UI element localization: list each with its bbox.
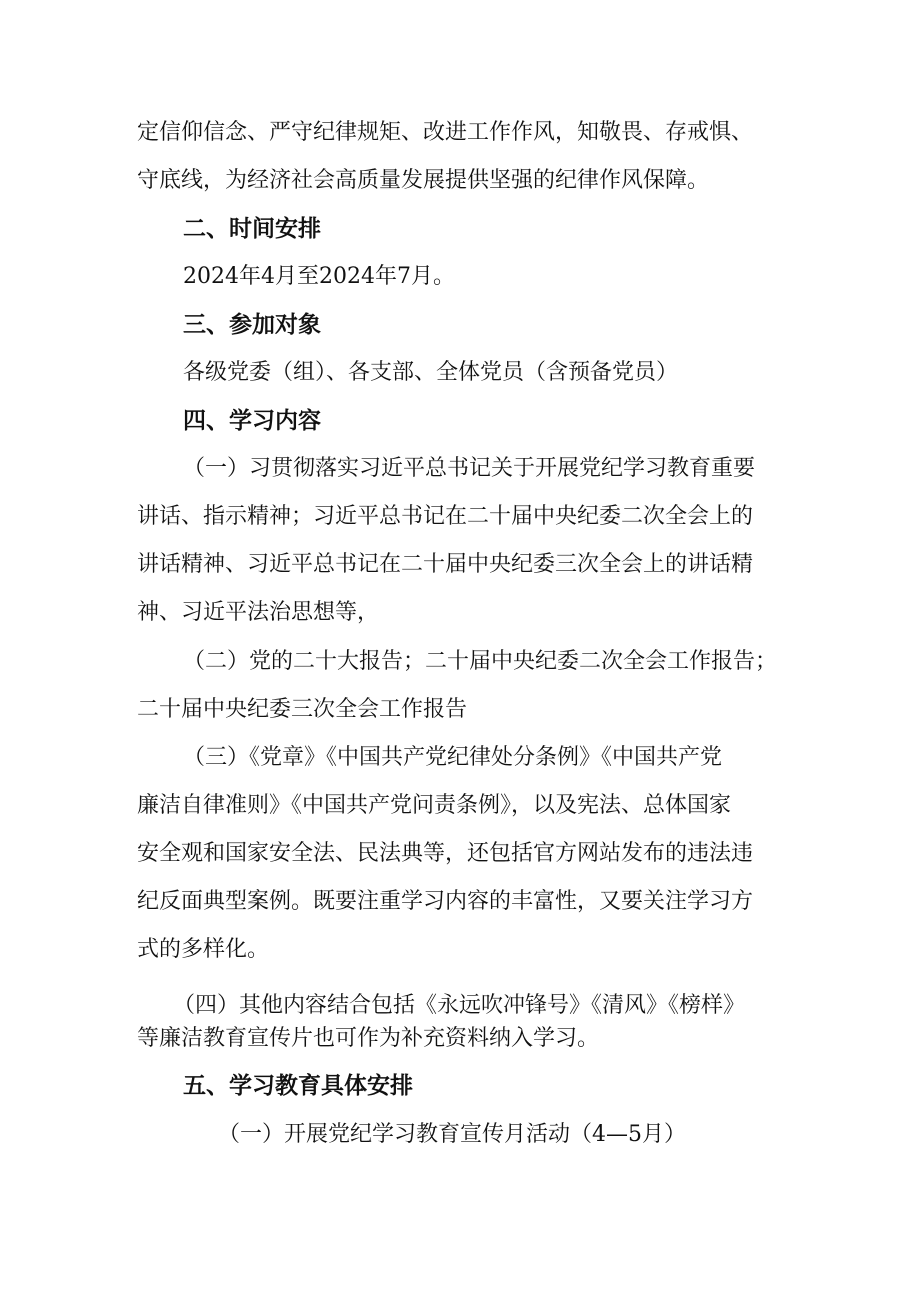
- paragraph-line: 定信仰信念、严守纪律规矩、改进工作作风，知敬畏、存戒惧、: [137, 120, 754, 145]
- section-heading-content: 四、学习内容: [183, 408, 321, 434]
- arrangement-item-1: （一）开展党纪学习教育宣传月活动（4—5月）: [218, 1122, 686, 1147]
- content-item-1-line: 讲话精神、习近平总书记在二十届中央纪委三次全会上的讲话精: [137, 552, 754, 577]
- section-heading-participants: 三、参加对象: [183, 312, 321, 338]
- content-item-3-line: 式的多样化。: [137, 937, 270, 962]
- content-item-2-line: 二十届中央纪委三次全会工作报告: [137, 697, 468, 722]
- schedule-text: 2024年4月至2024年7月。: [183, 264, 455, 289]
- content-item-1-line: 神、习近平法治思想等，: [137, 600, 380, 625]
- section-heading-schedule: 二、时间安排: [183, 216, 321, 242]
- paragraph-line: 守底线，为经济社会高质量发展提供坚强的纪律作风保障。: [137, 168, 710, 193]
- content-item-4-line: 等廉洁教育宣传片也可作为补充资料纳入学习。: [137, 1026, 600, 1051]
- content-item-3-line: 廉洁自律准则》《中国共产党问责条例》，以及宪法、总体国家: [137, 793, 732, 818]
- content-item-2-line: （二）党的二十大报告；二十届中央纪委二次全会工作报告；: [183, 649, 778, 674]
- content-item-1-line: 讲话、指示精神；习近平总书记在二十届中央纪委二次全会上的: [137, 504, 754, 529]
- content-item-3-line: （三）《党章》《中国共产党纪律处分条例》《中国共产党: [183, 745, 723, 770]
- content-item-3-line: 安全观和国家安全法、民法典等，还包括官方网站发布的违法违: [137, 841, 754, 866]
- participants-text: 各级党委（组）、各支部、全体党员（含预备党员）: [183, 360, 679, 385]
- section-heading-arrangement: 五、学习教育具体安排: [183, 1073, 413, 1099]
- content-item-3-line: 纪反面典型案例。既要注重学习内容的丰富性，又要关注学习方: [137, 889, 754, 914]
- content-item-4-line: （四）其他内容结合包括《永远吹冲锋号》《清风》《榜样》: [173, 993, 746, 1018]
- content-item-1-line: （一）习贯彻落实习近平总书记关于开展党纪学习教育重要: [183, 456, 756, 481]
